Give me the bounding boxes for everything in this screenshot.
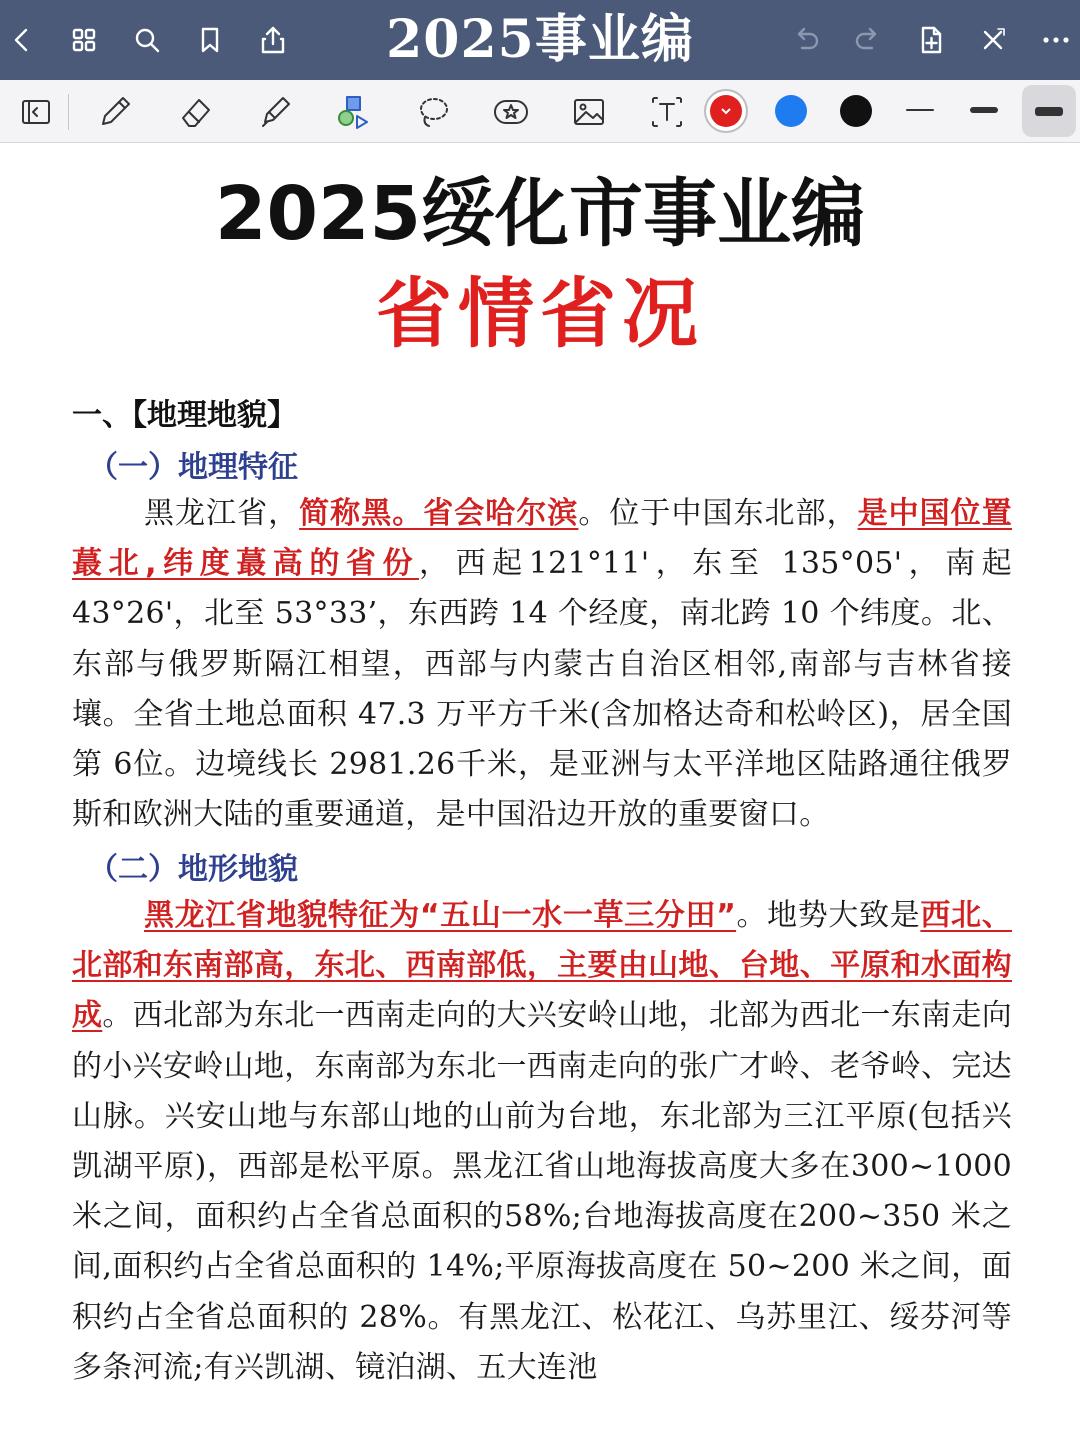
grid-icon[interactable] bbox=[64, 20, 104, 60]
pen-icon[interactable] bbox=[92, 89, 138, 135]
highlight-terrain-layout: 西北、北部和东南部高，东北、西南部低，主要由山地、台地、平原和水面构成 bbox=[72, 898, 1012, 1034]
back-icon[interactable] bbox=[2, 20, 42, 60]
toolbar-divider bbox=[68, 94, 69, 130]
text-box-icon[interactable] bbox=[644, 89, 690, 135]
shapes-icon[interactable] bbox=[330, 89, 376, 135]
line-width-thick bbox=[1035, 107, 1063, 116]
lasso-icon[interactable] bbox=[410, 89, 456, 135]
section-heading: 一、【地理地貌】 bbox=[72, 398, 297, 433]
search-icon[interactable] bbox=[127, 20, 167, 60]
eraser-icon[interactable] bbox=[172, 89, 218, 135]
page-layout-icon[interactable] bbox=[14, 89, 60, 135]
highlight-northernmost: 是中国位置蕞北,纬度蕞高的省份 bbox=[72, 496, 1013, 582]
highlight-abbreviation: 简称黑。省会哈尔滨 bbox=[299, 496, 579, 531]
more-icon[interactable] bbox=[1036, 20, 1076, 60]
annotation-toolbar bbox=[0, 80, 1080, 143]
undo-icon[interactable] bbox=[786, 20, 826, 60]
line-width-medium[interactable] bbox=[970, 107, 998, 113]
share-icon[interactable] bbox=[253, 20, 293, 60]
color-blue-swatch[interactable] bbox=[775, 95, 807, 127]
subsection-heading-2: （二）地形地貌 bbox=[88, 852, 298, 887]
line-width-thick-selected[interactable] bbox=[1022, 85, 1076, 137]
document-subtitle: 省情省况 bbox=[376, 269, 704, 358]
redo-icon[interactable] bbox=[848, 20, 888, 60]
image-icon[interactable] bbox=[566, 89, 612, 135]
close-icon[interactable] bbox=[973, 20, 1013, 60]
document-page bbox=[0, 142, 1080, 1440]
top-navigation-bar bbox=[0, 0, 1080, 80]
bookmark-icon[interactable] bbox=[190, 20, 230, 60]
window-title: 2025事业编 bbox=[386, 9, 694, 70]
add-page-icon[interactable] bbox=[911, 20, 951, 60]
paragraph-geography: 黑龙江省，简称黑。省会哈尔滨。位于中国东北部，是中国位置蕞北,纬度蕞高的省份，西起121°11'，东至 135°05'，南起43°26'，北至 53°33’，东西跨 14 个经度，南北跨 10 个纬度。北、东部与俄罗斯隔江相望，西部与内蒙古自治区相邻,南部与吉林省接壤。全省土地总面积 47.3 万平方千米(含加格达奇和松岭区)，居全国第 6位。边境线长 2981.26千米，是亚洲与太平洋地区陆路通往俄罗斯和欧洲大陆的重要通道，是中国沿边开放的重要窗口。 bbox=[72, 496, 1013, 833]
document-title: 2025绥化市事业编 bbox=[215, 171, 865, 257]
line-width-thin[interactable] bbox=[906, 109, 934, 111]
color-red-swatch[interactable] bbox=[710, 95, 742, 127]
subsection-heading-1: （一）地理特征 bbox=[88, 450, 298, 485]
paragraph-terrain: 黑龙江省地貌特征为“五山一水一草三分田”。地势大致是西北、北部和东南部高，东北、西南部低，主要由山地、台地、平原和水面构成。西北部为东北一西南走向的大兴安岭山地，北部为西北一东南走向的小兴安岭山地，东南部为东北一西南走向的张广才岭、老爷岭、完达山脉。兴安山地与东部山地的山前为台地，东北部为三江平原(包括兴凯湖平原)，西部是松平原。黑龙江省山地海拔高度大多在300~1000 米之间，面积约占全省总面积的58%;台地海拔高度在200~350 米之间,面积约占全省总面积的 14%;平原海拔高度在 50~200 米之间，面积约占全省总面积的 28%。有黑龙江、松花江、乌苏里江、绥芬河等多条河流;有兴凯湖、镜泊湖、五大连池 bbox=[72, 898, 1012, 1385]
color-black-swatch[interactable] bbox=[840, 95, 872, 127]
highlight-landform-feature: 黑龙江省地貌特征为“五山一水一草三分田” bbox=[144, 898, 737, 933]
highlighter-icon[interactable] bbox=[252, 89, 298, 135]
sticker-icon[interactable] bbox=[488, 89, 534, 135]
